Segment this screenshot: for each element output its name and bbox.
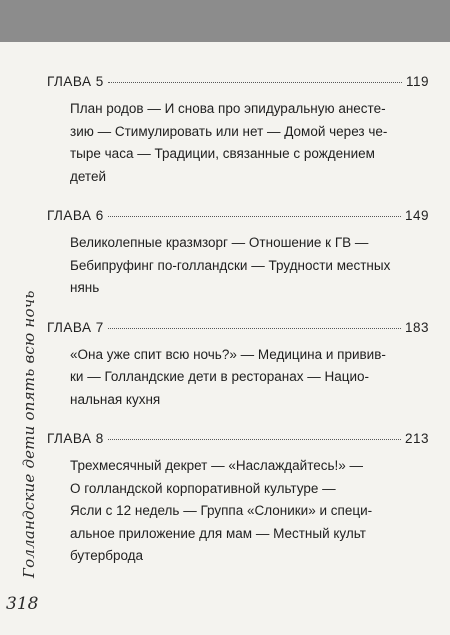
page-number: 318: [6, 594, 39, 614]
topic-line: бутерброда: [70, 548, 144, 563]
chapter-heading: [47, 431, 429, 453]
topic-line: детей: [70, 168, 107, 184]
running-title: Голландские дети опять всю ночь: [20, 290, 38, 578]
chapter-5: [47, 74, 429, 188]
chapter-title: ГЛАВА 7: [47, 319, 104, 335]
chapter-page-number: 213: [404, 431, 429, 446]
chapter-title: ГЛАВА 8: [47, 431, 104, 446]
chapter-topics: [70, 455, 429, 568]
topic-line: Трехмесячный декрет — «Наслаждайтесь!» —: [70, 458, 364, 473]
chapter-6: [47, 208, 429, 300]
topic-line: План родов — И снова про эпидуральную анесте-: [70, 101, 386, 116]
topic-line: нянь: [70, 280, 100, 295]
chapter-title: ГЛАВА 5: [47, 74, 104, 89]
dot-leader: [108, 439, 401, 440]
chapter-page-number: 183: [404, 319, 429, 335]
dot-leader: [108, 216, 401, 217]
chapter-heading: [47, 74, 429, 96]
chapter-8: [47, 431, 429, 568]
topic-line: Бебипруфинг по-голландски — Трудности местных: [70, 257, 391, 273]
chapter-topics: [70, 232, 429, 300]
dot-leader: [108, 82, 402, 83]
chapter-7: [47, 320, 429, 412]
topic-line: зию — Стимулировать или нет — Домой через че-: [70, 123, 388, 139]
chapter-topics: [70, 98, 429, 188]
chapter-page-number: 119: [405, 74, 429, 89]
scan-top-band: [0, 0, 450, 42]
topic-line: Великолепные кразмзорг — Отношение к ГВ —: [70, 235, 369, 250]
chapter-topics: [70, 344, 429, 412]
topic-line: нальная кухня: [70, 391, 161, 407]
table-of-contents: [47, 74, 429, 588]
chapter-heading: [47, 208, 429, 230]
topic-line: ки — Голландские дети в ресторанах — Нацио-: [70, 369, 370, 384]
dot-leader: [108, 328, 401, 329]
topic-line: альное приложение для мам — Местный культ: [70, 525, 366, 541]
topic-line: тыре часа — Традиции, связанные с рождением: [70, 146, 375, 161]
topic-line: «Она уже спит всю ночь?» — Медицина и привив-: [70, 346, 386, 362]
chapter-title: ГЛАВА 6: [47, 208, 104, 223]
topic-line: О голландской корпоративной культуре —: [70, 480, 336, 496]
topic-line: Ясли с 12 недель — Группа «Слоники» и специ-: [70, 503, 373, 518]
chapter-page-number: 149: [404, 208, 429, 223]
chapter-heading: [47, 320, 429, 342]
